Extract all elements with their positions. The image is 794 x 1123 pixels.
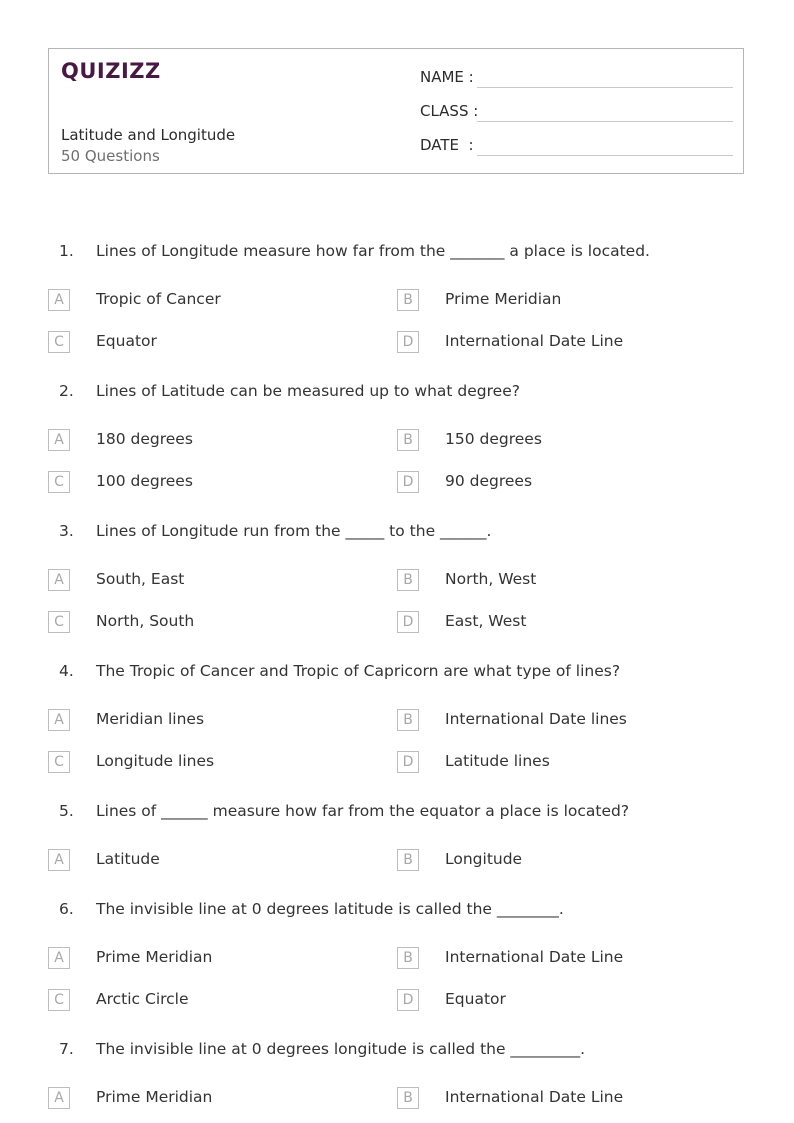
question-number: 2.: [59, 382, 74, 400]
option-letter-box[interactable]: A: [48, 569, 70, 591]
question-text: Lines of Longitude measure how far from the _______ a place is located.: [96, 242, 650, 260]
question-text: The invisible line at 0 degrees longitude is called the _________.: [96, 1040, 586, 1058]
option-text: Prime Meridian: [96, 1088, 213, 1106]
answer-option-c[interactable]: [48, 331, 378, 355]
worksheet-header: [48, 48, 744, 174]
question-text: Lines of Longitude run from the _____ to the ______.: [96, 522, 492, 540]
answer-option-d[interactable]: [397, 611, 727, 635]
answer-option-b[interactable]: [397, 1087, 727, 1111]
option-text: Arctic Circle: [96, 990, 189, 1008]
question-text: Lines of ______ measure how far from the equator a place is located?: [96, 802, 630, 820]
answer-option-c[interactable]: [48, 989, 378, 1013]
answer-option-a[interactable]: [48, 429, 378, 453]
option-text: Meridian lines: [96, 710, 205, 728]
question-text: Lines of Latitude can be measured up to what degree?: [96, 382, 520, 400]
option-text: International Date Line: [445, 948, 624, 966]
answer-option-d[interactable]: [397, 471, 727, 495]
option-letter-box[interactable]: B: [397, 1087, 419, 1109]
answer-option-d[interactable]: [397, 989, 727, 1013]
worksheet-title: Latitude and Longitude: [61, 126, 236, 144]
question-number: 7.: [59, 1040, 74, 1058]
option-text: Longitude: [445, 850, 523, 868]
answer-option-a[interactable]: [48, 289, 378, 313]
answer-option-c[interactable]: [48, 611, 378, 635]
option-text: International Date Line: [445, 332, 624, 350]
option-text: East, West: [445, 612, 527, 630]
option-letter-box[interactable]: C: [48, 471, 70, 493]
option-text: Longitude lines: [96, 752, 215, 770]
option-letter-box[interactable]: A: [48, 1087, 70, 1109]
name-label: NAME :: [420, 68, 474, 86]
option-letter-box[interactable]: B: [397, 849, 419, 871]
option-letter-box[interactable]: A: [48, 429, 70, 451]
answer-option-b[interactable]: [397, 947, 727, 971]
option-letter-box[interactable]: C: [48, 751, 70, 773]
class-line[interactable]: [477, 121, 733, 122]
answer-option-a[interactable]: [48, 849, 378, 873]
date-line[interactable]: [477, 155, 733, 156]
answer-option-b[interactable]: [397, 849, 727, 873]
question-text: The Tropic of Cancer and Tropic of Capricorn are what type of lines?: [96, 662, 621, 680]
date-label: DATE :: [420, 136, 474, 154]
option-text: 90 degrees: [445, 472, 533, 490]
option-letter-box[interactable]: B: [397, 289, 419, 311]
option-letter-box[interactable]: C: [48, 331, 70, 353]
option-letter-box[interactable]: B: [397, 709, 419, 731]
question-number: 4.: [59, 662, 74, 680]
answer-option-b[interactable]: [397, 709, 727, 733]
option-letter-box[interactable]: A: [48, 849, 70, 871]
answer-option-b[interactable]: [397, 289, 727, 313]
option-letter-box[interactable]: D: [397, 989, 419, 1011]
option-letter-box[interactable]: C: [48, 611, 70, 633]
option-text: Latitude: [96, 850, 160, 868]
answer-option-a[interactable]: [48, 569, 378, 593]
name-field[interactable]: [420, 68, 733, 88]
option-text: International Date Line: [445, 1088, 624, 1106]
question-number: 5.: [59, 802, 74, 820]
option-text: Prime Meridian: [96, 948, 213, 966]
option-text: Equator: [96, 332, 157, 350]
option-text: 150 degrees: [445, 430, 542, 448]
question-number: 6.: [59, 900, 74, 918]
option-letter-box[interactable]: D: [397, 751, 419, 773]
option-text: North, West: [445, 570, 537, 588]
date-field[interactable]: [420, 136, 733, 156]
option-text: Latitude lines: [445, 752, 550, 770]
option-letter-box[interactable]: D: [397, 471, 419, 493]
answer-option-b[interactable]: [397, 569, 727, 593]
option-text: 180 degrees: [96, 430, 193, 448]
answer-option-c[interactable]: [48, 471, 378, 495]
option-text: Equator: [445, 990, 506, 1008]
option-letter-box[interactable]: A: [48, 709, 70, 731]
option-letter-box[interactable]: D: [397, 611, 419, 633]
question-number: 1.: [59, 242, 74, 260]
answer-option-a[interactable]: [48, 1087, 378, 1111]
question-count: 50 Questions: [61, 147, 160, 165]
option-text: South, East: [96, 570, 185, 588]
option-text: 100 degrees: [96, 472, 193, 490]
answer-option-c[interactable]: [48, 751, 378, 775]
question-text: The invisible line at 0 degrees latitude is called the ________.: [96, 900, 564, 918]
option-letter-box[interactable]: B: [397, 569, 419, 591]
quizizz-logo: QUIZIZZ: [61, 59, 161, 83]
option-letter-box[interactable]: A: [48, 289, 70, 311]
answer-option-a[interactable]: [48, 947, 378, 971]
option-text: Tropic of Cancer: [96, 290, 221, 308]
answer-option-b[interactable]: [397, 429, 727, 453]
question-number: 3.: [59, 522, 74, 540]
option-text: International Date lines: [445, 710, 627, 728]
option-text: North, South: [96, 612, 195, 630]
class-label: CLASS :: [420, 102, 479, 120]
answer-option-a[interactable]: [48, 709, 378, 733]
option-text: Prime Meridian: [445, 290, 562, 308]
option-letter-box[interactable]: B: [397, 429, 419, 451]
name-line[interactable]: [477, 87, 733, 88]
option-letter-box[interactable]: C: [48, 989, 70, 1011]
option-letter-box[interactable]: B: [397, 947, 419, 969]
class-field[interactable]: [420, 102, 733, 122]
option-letter-box[interactable]: A: [48, 947, 70, 969]
option-letter-box[interactable]: D: [397, 331, 419, 353]
answer-option-d[interactable]: [397, 331, 727, 355]
answer-option-d[interactable]: [397, 751, 727, 775]
